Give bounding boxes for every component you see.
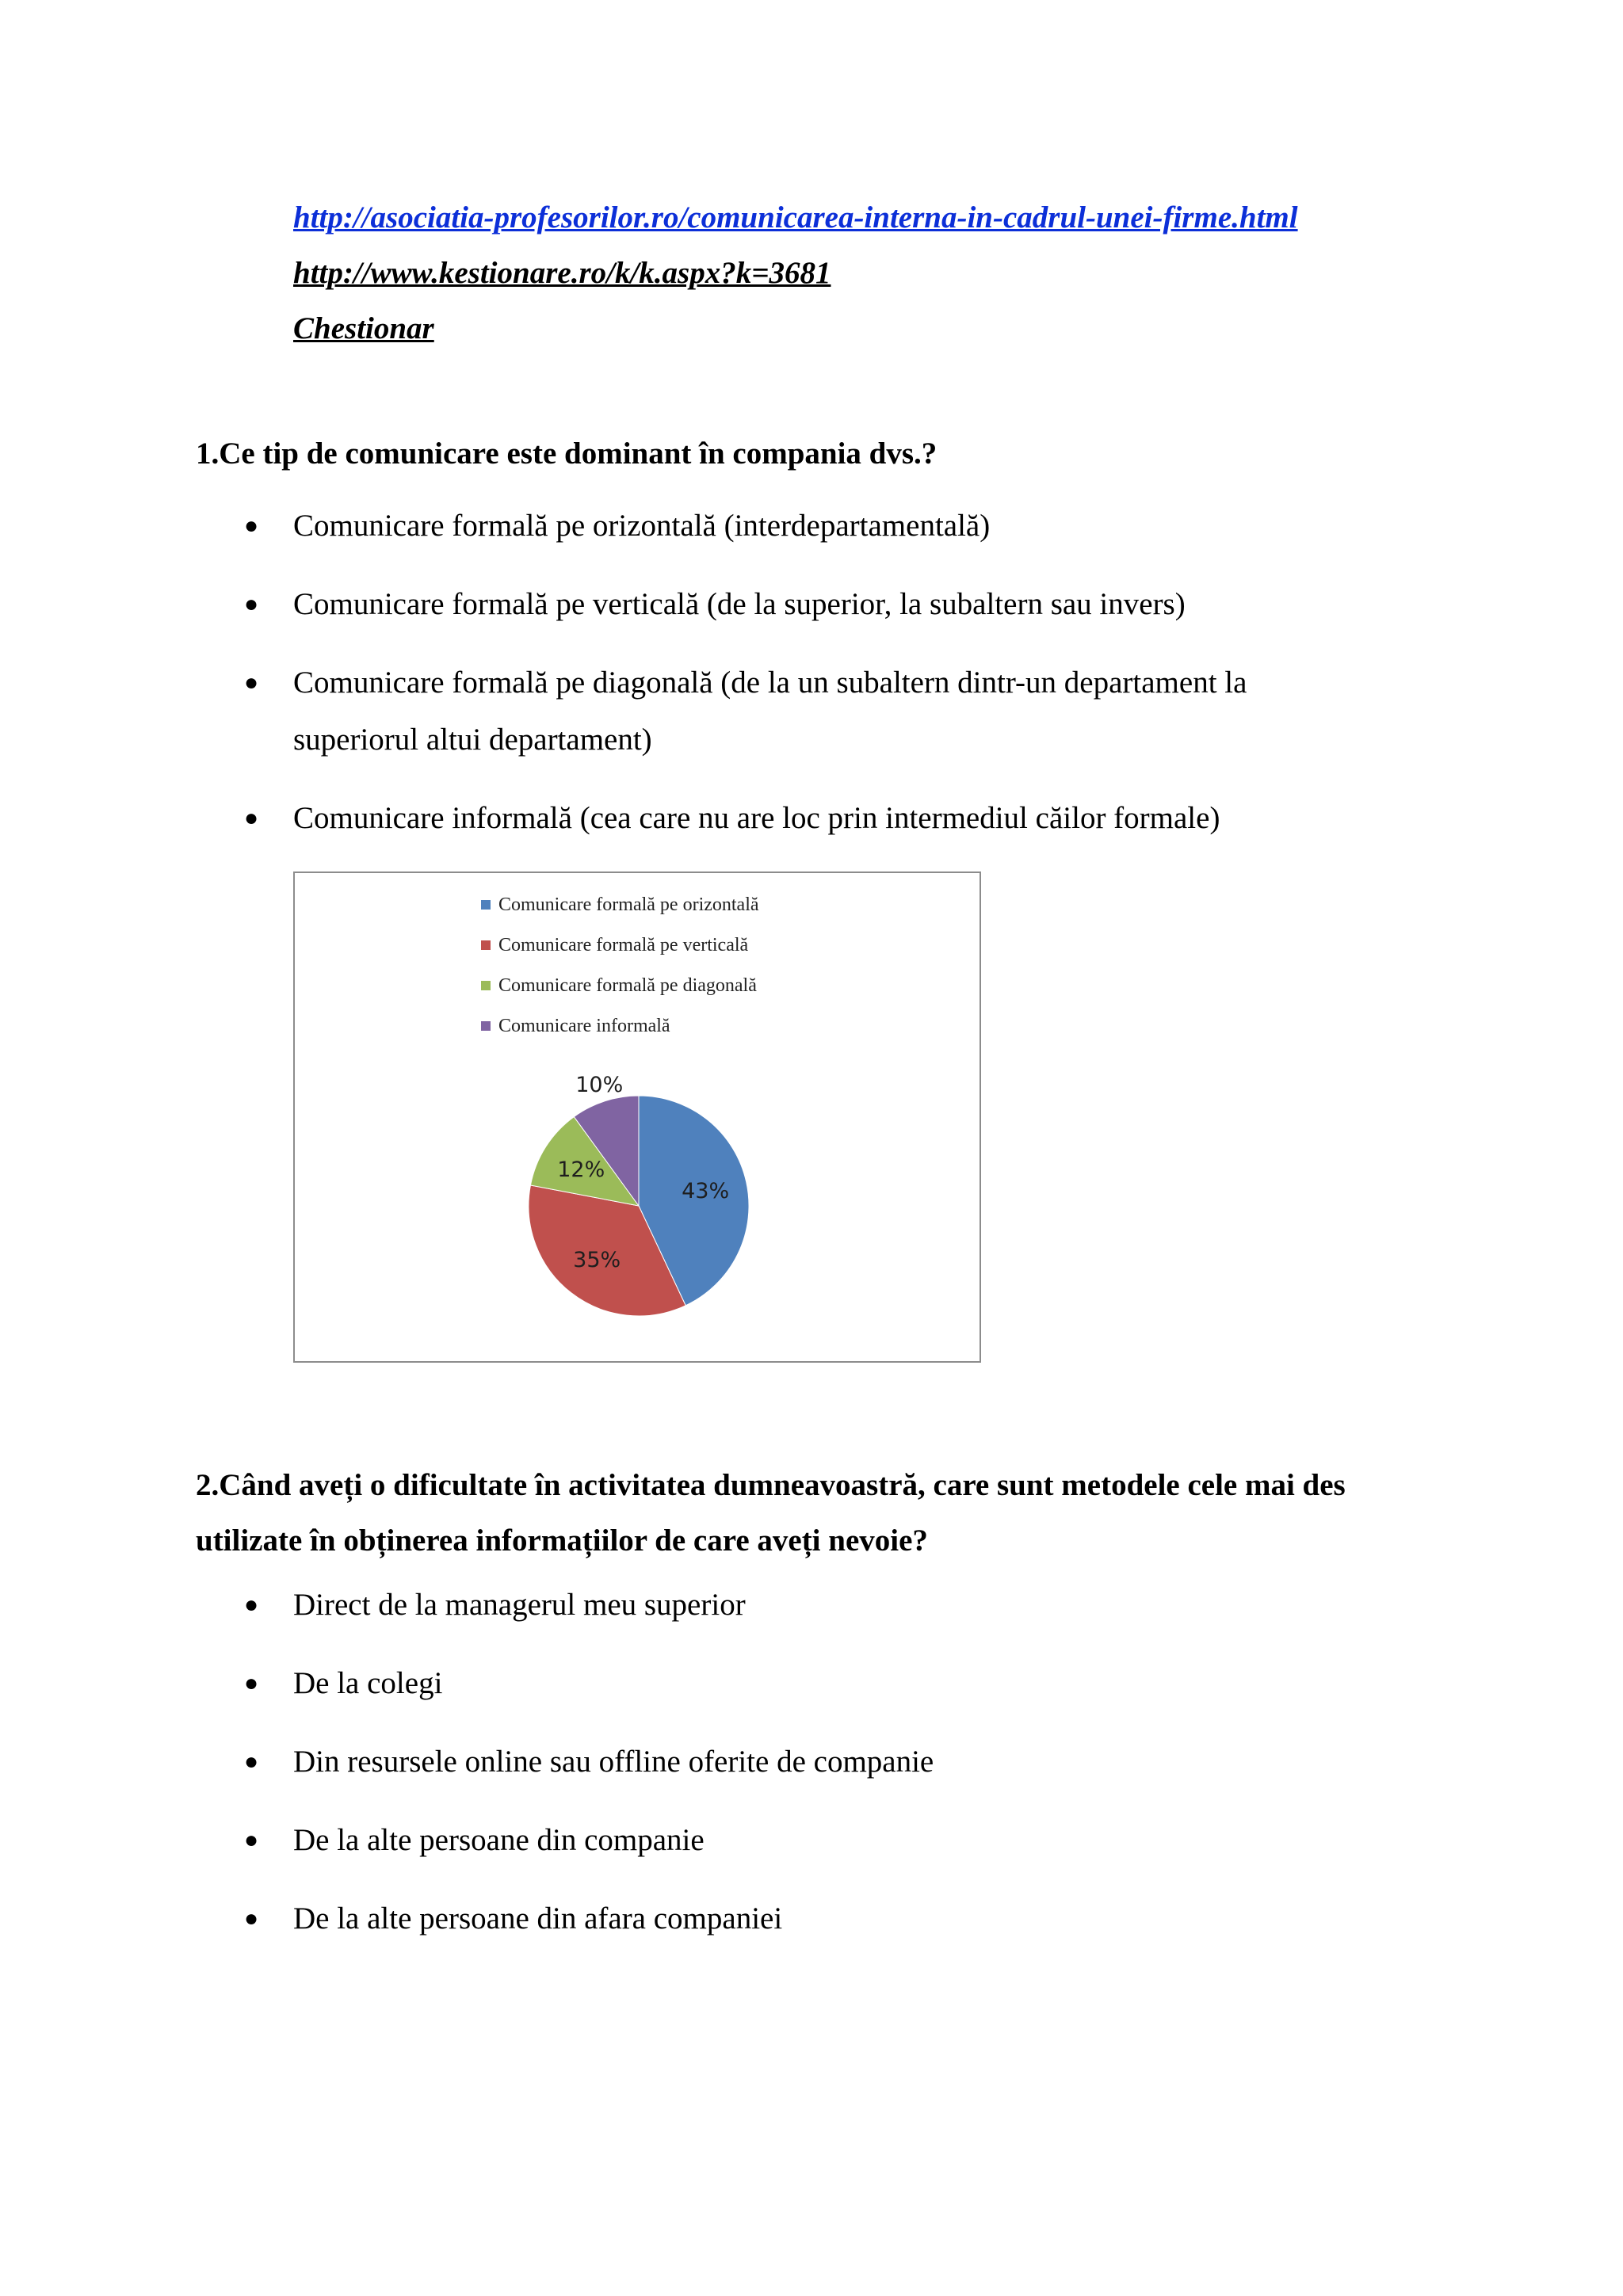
- pie-data-label: 10%: [575, 1072, 624, 1097]
- legend-entry: Comunicare formală pe verticală: [498, 935, 749, 955]
- option-text: Comunicare informală (cea care nu are loc prin intermediul căilor formale): [293, 801, 1220, 835]
- question-1-options: [0, 498, 1247, 868]
- pie-chart: [295, 873, 980, 1361]
- option-text: Comunicare formală pe orizontală (interdepartamentală): [293, 509, 991, 543]
- bullet-icon: ●: [244, 1749, 259, 1775]
- bullet-icon: ●: [244, 591, 259, 617]
- option-text: De la alte persoane din companie: [293, 1823, 705, 1857]
- list-item: [244, 1733, 1323, 1791]
- bullet-icon: ●: [244, 1670, 259, 1696]
- option-text: De la alte persoane din afara companiei: [293, 1901, 783, 1936]
- pie-data-label: 43%: [682, 1179, 730, 1204]
- legend-swatch: [481, 900, 491, 910]
- bullet-icon: ●: [244, 1827, 259, 1853]
- legend-swatch: [481, 940, 491, 950]
- pie-slices: [529, 1096, 749, 1316]
- list-item: [244, 1655, 1323, 1712]
- questionnaire-heading: Chestionar: [293, 311, 434, 345]
- question-2-options: [0, 1577, 1030, 1969]
- bullet-icon: ●: [244, 513, 259, 539]
- list-item: [244, 498, 1323, 555]
- bullet-icon: ●: [244, 1592, 259, 1618]
- list-item: [244, 1577, 1323, 1634]
- option-text: Comunicare formală pe diagonală (de la un subaltern dintr-un departament la superiorul altui departament): [293, 666, 1247, 757]
- list-item: [244, 654, 1323, 769]
- pie-chart-frame: [293, 871, 981, 1363]
- list-item: [244, 1812, 1323, 1869]
- legend-entry: Comunicare formală pe diagonală: [498, 975, 757, 996]
- legend-swatch: [481, 981, 491, 990]
- list-item: [244, 790, 1323, 847]
- pie-data-label: 12%: [557, 1157, 605, 1182]
- option-text: Din resursele online sau offline oferite de companie: [293, 1745, 934, 1779]
- list-item: [244, 1890, 1323, 1947]
- question-2-title: 2.Când aveți o dificultate în activitatea dumneavoastră, care sunt metodele cele mai des utilizate în obținerea informațiilor de care aveți nevoie?: [196, 1468, 1346, 1558]
- bullet-icon: ●: [244, 1905, 259, 1932]
- reference-link-kestionare[interactable]: http://www.kestionare.ro/k/k.aspx?k=3681: [293, 256, 831, 290]
- bullet-icon: ●: [244, 805, 259, 831]
- option-text: De la colegi: [293, 1666, 443, 1700]
- list-item: [244, 576, 1323, 633]
- chart-legend: [481, 894, 759, 1036]
- option-text: Direct de la managerul meu superior: [293, 1588, 746, 1622]
- pie-data-label: 35%: [573, 1248, 621, 1273]
- legend-entry: Comunicare formală pe orizontală: [498, 894, 759, 915]
- bullet-icon: ●: [244, 669, 259, 696]
- option-text: Comunicare formală pe verticală (de la superior, la subaltern sau invers): [293, 587, 1186, 621]
- reference-link-asociatia[interactable]: http://asociatia-profesorilor.ro/comunicarea-interna-in-cadrul-unei-firme.html: [293, 200, 1298, 235]
- question-1-title: 1.Ce tip de comunicare este dominant în compania dvs.?: [196, 437, 938, 471]
- reference-links: [293, 190, 1298, 357]
- legend-entry: Comunicare informală: [498, 1016, 670, 1036]
- legend-swatch: [481, 1021, 491, 1031]
